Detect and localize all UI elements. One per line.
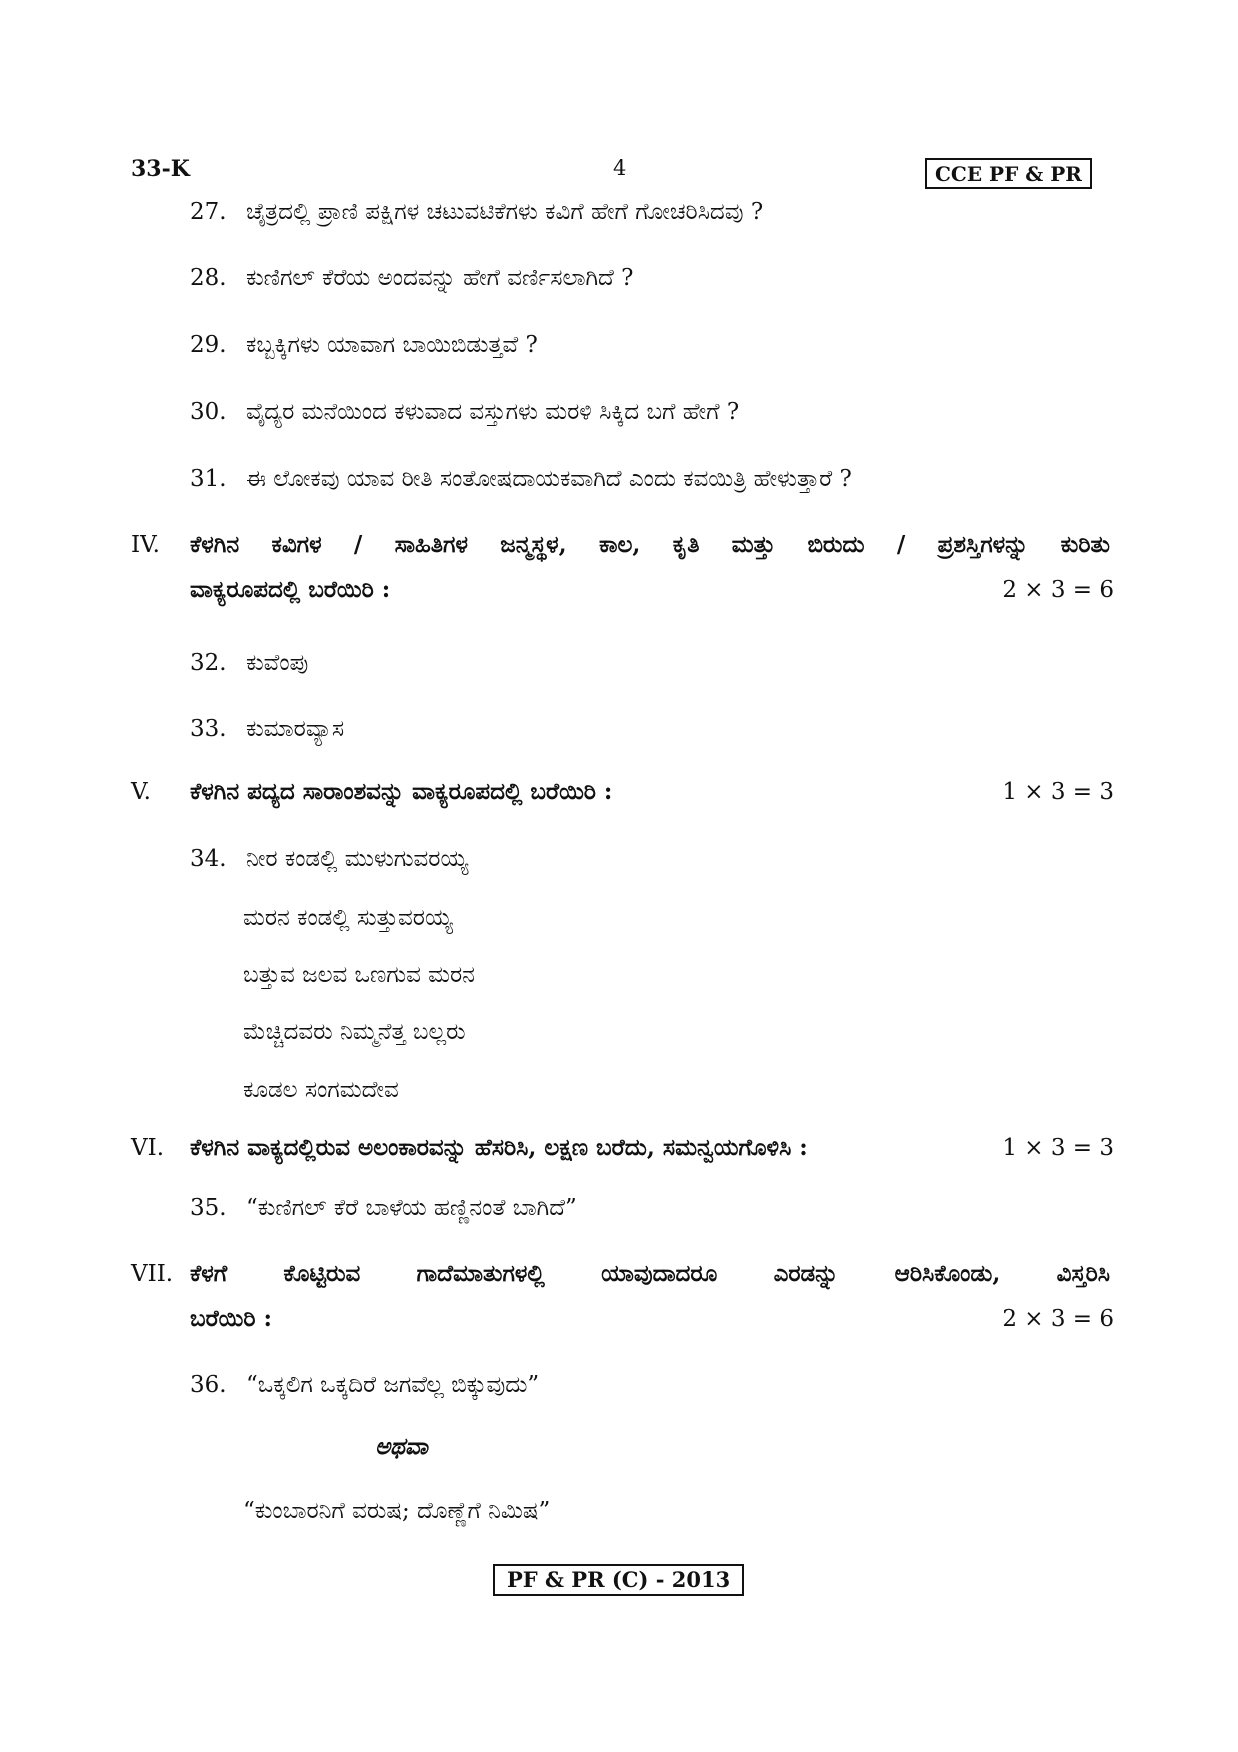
question-text: ಕುಣಿಗಲ್ ಕೆರೆಯ ಅಂದವನ್ನು ಹೇಗೆ ವರ್ಣಿಸಲಾಗಿದೆ ? — [246, 265, 634, 291]
question-number: 30. — [190, 399, 227, 425]
section-instruction: ಕೆಳಗಿನ ವಾಕ್ಯದಲ್ಲಿರುವ ಅಲಂಕಾರವನ್ನು ಹೆಸರಿಸಿ, ಲಕ್ಷಣ ಬರೆದು, ಸಮನ್ವಯಗೊಳಿಸಿ : — [190, 1134, 808, 1161]
poem-line: ಕೂಡಲ ಸಂಗಮದೇವ — [243, 1077, 399, 1103]
section-marks: 2 × 3 = 6 — [1002, 577, 1114, 603]
poem-line: ನೀರ ಕಂಡಲ್ಲಿ ಮುಳುಗುವರಯ್ಯ — [246, 846, 469, 872]
paper-code: 33-K — [131, 156, 190, 182]
question-27 — [190, 197, 763, 227]
section-marks: 1 × 3 = 3 — [1002, 1135, 1114, 1161]
section-instruction: ಕೆಳಗೆ ಕೊಟ್ಟಿರುವ ಗಾದೆಮಾತುಗಳಲ್ಲಿ ಯಾವುದಾದರೂ ಎರಡನ್ನು ಆರಿಸಿಕೊಂಡು, ವಿಸ್ತರಿಸಿ — [190, 1260, 1110, 1287]
poem-line: ಮರನ ಕಂಡಲ್ಲಿ ಸುತ್ತುವರಯ್ಯ — [243, 905, 453, 931]
question-35 — [190, 1193, 577, 1223]
question-number: 35. — [190, 1195, 227, 1221]
question-28 — [190, 263, 633, 293]
question-number: 27. — [190, 199, 227, 225]
question-29 — [190, 330, 538, 360]
question-number: 34. — [190, 846, 227, 872]
question-text: ಚೈತ್ರದಲ್ಲಿ ಪ್ರಾಣಿ ಪಕ್ಷಿಗಳ ಚಟುವಟಿಕೆಗಳು ಕವಿಗೆ ಹೇಗೆ ಗೋಚರಿಸಿದವು ? — [246, 199, 764, 225]
question-33 — [190, 714, 344, 744]
question-32 — [190, 648, 308, 678]
or-separator: ಅಥವಾ — [375, 1433, 428, 1460]
section-instruction: ಕೆಳಗಿನ ಪದ್ಯದ ಸಾರಾಂಶವನ್ನು ವಾಕ್ಯರೂಪದಲ್ಲಿ ಬರೆಯಿರಿ : — [190, 778, 613, 805]
question-number: 32. — [190, 650, 227, 676]
question-text: ಈ ಲೋಕವು ಯಾವ ರೀತಿ ಸಂತೋಷದಾಯಕವಾಗಿದೆ ಎಂದು ಕವಯಿತ್ರಿ ಹೇಳುತ್ತಾರೆ ? — [246, 466, 852, 492]
question-31 — [190, 464, 852, 494]
question-text: “ಒಕ್ಕಲಿಗ ಒಕ್ಕದಿರೆ ಜಗವೆಲ್ಲ ಬಿಕ್ಕುವುದು” — [246, 1372, 540, 1398]
question-number: 29. — [190, 332, 227, 358]
section-instruction-cont: ವಾಕ್ಯರೂಪದಲ್ಲಿ ಬರೆಯಿರಿ : — [190, 576, 391, 603]
section-marks: 2 × 3 = 6 — [1002, 1306, 1114, 1332]
question-text: ಕಬ್ಬಕ್ಕಿಗಳು ಯಾವಾಗ ಬಾಯಿಬಿಡುತ್ತವೆ ? — [246, 332, 538, 358]
paper-title-box: CCE PF & PR — [925, 158, 1092, 189]
question-number: 28. — [190, 265, 227, 291]
question-number: 36. — [190, 1372, 227, 1398]
poem-line: ಮೆಚ್ಚಿದವರು ನಿಮ್ಮನೆತ್ತ ಬಲ್ಲರು — [243, 1019, 466, 1045]
question-36-alt: “ಕುಂಬಾರನಿಗೆ ವರುಷ; ದೊಣ್ಣೆಗೆ ನಿಮಿಷ” — [243, 1498, 551, 1524]
page-number: 4 — [613, 156, 627, 180]
question-text: “ಕುಣಿಗಲ್ ಕೆರೆ ಬಾಳೆಯ ಹಣ್ಣಿನಂತೆ ಬಾಗಿದೆ” — [246, 1195, 577, 1221]
section-label: IV. — [131, 532, 160, 558]
question-36 — [190, 1370, 539, 1400]
section-label: VI. — [131, 1135, 165, 1161]
section-instruction: ಕೆಳಗಿನ ಕವಿಗಳ / ಸಾಹಿತಿಗಳ ಜನ್ಮಸ್ಥಳ, ಕಾಲ, ಕೃತಿ ಮತ್ತು ಬಿರುದು / ಪ್ರಶಸ್ತಿಗಳನ್ನು ಕುರಿತು — [190, 531, 1110, 558]
section-instruction-cont: ಬರೆಯಿರಿ : — [190, 1305, 273, 1332]
question-number: 31. — [190, 466, 227, 492]
question-text: ಕುಮಾರವ್ಯಾಸ — [246, 716, 345, 742]
footer-code-box: PF & PR (C) - 2013 — [493, 1564, 744, 1596]
poem-line: ಬತ್ತುವ ಜಲವ ಒಣಗುವ ಮರನ — [243, 962, 475, 988]
question-34 — [190, 844, 468, 874]
question-text: ಕುವೆಂಪು — [246, 650, 309, 676]
question-number: 33. — [190, 716, 227, 742]
question-text: ವೈದ್ಯರ ಮನೆಯಿಂದ ಕಳುವಾದ ವಸ್ತುಗಳು ಮರಳಿ ಸಿಕ್ಕಿದ ಬಗೆ ಹೇಗೆ ? — [246, 399, 740, 425]
section-label: VII. — [131, 1261, 174, 1287]
section-label: V. — [131, 779, 151, 805]
section-marks: 1 × 3 = 3 — [1002, 779, 1114, 805]
question-30 — [190, 397, 739, 427]
